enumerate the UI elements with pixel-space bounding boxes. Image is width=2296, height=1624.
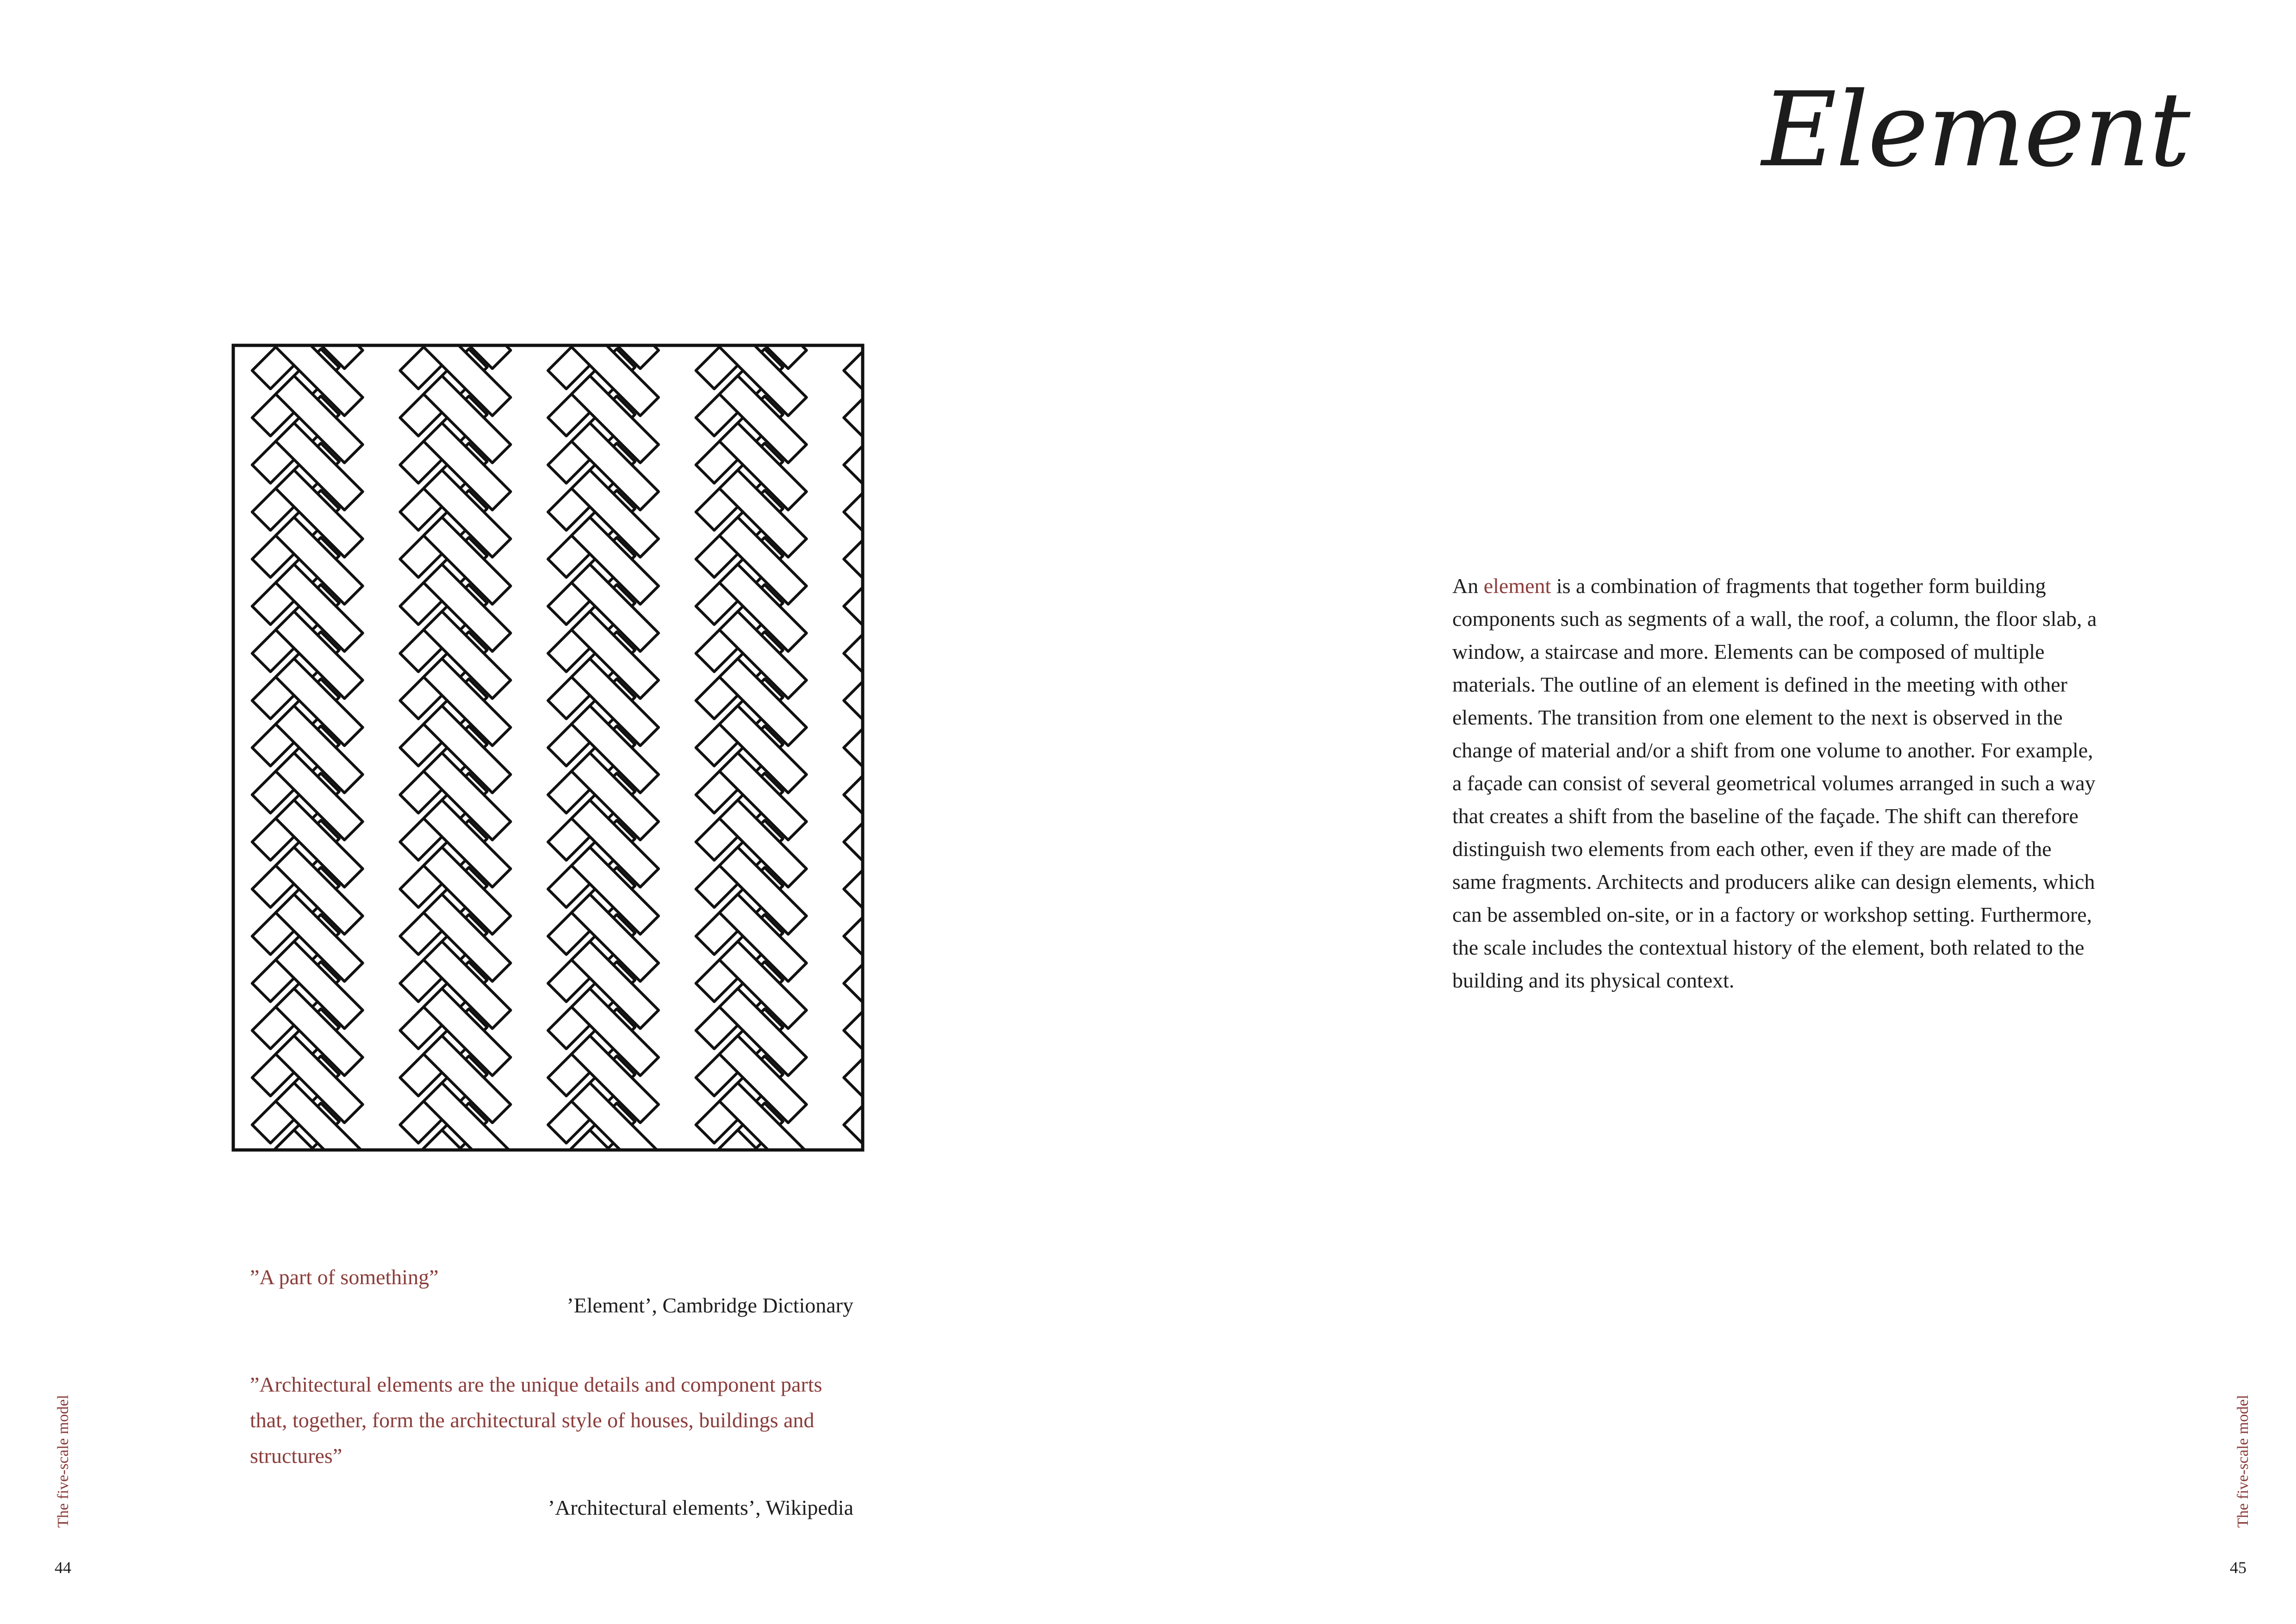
brick-pattern [230,343,865,1153]
herringbone-illustration [230,343,865,1153]
highlighted-term: element [1483,574,1551,598]
page-title: Element [1761,70,2190,190]
running-title-left: The five-scale model [55,1395,72,1528]
body-lead: An [1452,574,1484,598]
running-title-right: The five-scale model [2234,1395,2252,1528]
page-number-right: 45 [2230,1558,2246,1577]
body-rest: is a combination of fragments that together form building components such as segments of a wall, the roof, a column, the floor slab, a window, a staircase and more. Elements can be composed of multiple materials. The outline of an element is defined in the meeting with other elements. The transition from one element to the next is observed in the change of material and/or a shift from one volume to another. For example, a façade can consist of several geometrical volumes arranged in such a way that creates a shift from the baseline of the façade. The shift can therefore distinguish two elements from each other, even if they are made of the same fragments. Architects and producers alike can design elements, which can be assembled on-site, or in a factory or workshop setting. Furthermore, the scale includes the contextual history of the element, both related to the building and its physical context. [1452,574,2097,992]
right-page [1148,0,2296,1624]
wikipedia-quote-source: ’Architectural elements’, Wikipedia [548,1496,853,1519]
dictionary-quote: ”A part of something” [250,1265,439,1289]
dictionary-quote-source: ’Element’, Cambridge Dictionary [566,1293,853,1317]
wikipedia-quote: ”Architectural elements are the unique details and component parts that, together, form the architectural style of houses, buildings and structures” [250,1373,822,1468]
page-number-left: 44 [55,1558,71,1577]
body-paragraph [1452,569,2100,997]
